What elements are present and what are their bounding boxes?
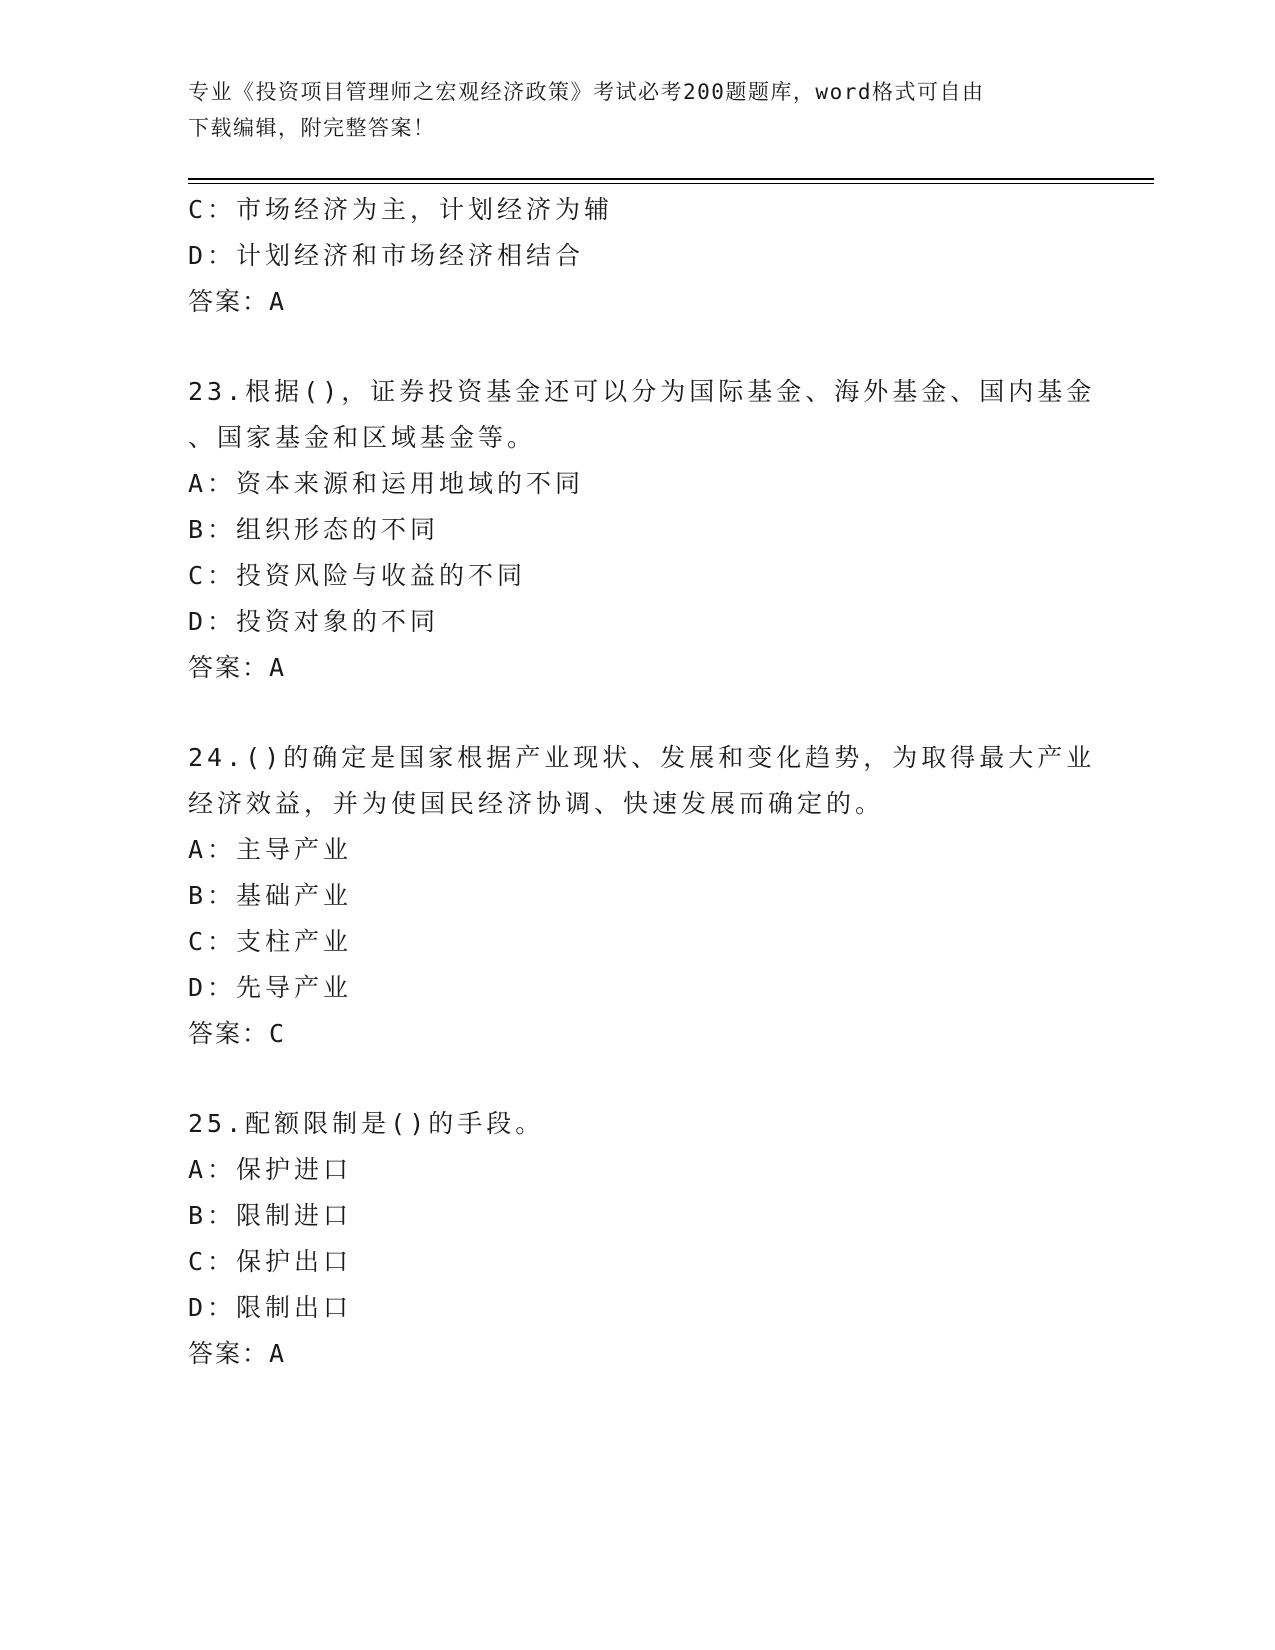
option-a: A：资本来源和运用地域的不同 bbox=[188, 469, 585, 498]
question-stem: 、国家基金和区域基金等。 bbox=[188, 423, 537, 452]
option-c: C：支柱产业 bbox=[188, 927, 353, 956]
header-line-2: 下载编辑，附完整答案！ bbox=[188, 116, 436, 140]
question-block-25 bbox=[188, 1101, 1088, 1377]
header-divider-thin bbox=[188, 183, 1154, 184]
option-d: D：限制出口 bbox=[188, 1293, 353, 1322]
question-block-23 bbox=[188, 369, 1096, 691]
answer-line: 答案：C bbox=[188, 1019, 287, 1048]
question-block-22 bbox=[188, 187, 1088, 325]
option-b: B：限制进口 bbox=[188, 1201, 353, 1230]
option-d: D：先导产业 bbox=[188, 973, 353, 1002]
option-b: B：基础产业 bbox=[188, 881, 353, 910]
option-c: C：市场经济为主，计划经济为辅 bbox=[188, 195, 614, 224]
option-c: C：保护出口 bbox=[188, 1247, 353, 1276]
spacer bbox=[188, 325, 1088, 369]
option-c: C：投资风险与收益的不同 bbox=[188, 561, 527, 590]
question-stem: 25.配额限制是()的手段。 bbox=[188, 1109, 545, 1138]
answer-line: 答案：A bbox=[188, 653, 287, 682]
document-body bbox=[188, 187, 1096, 1377]
option-b: B：组织形态的不同 bbox=[188, 515, 440, 544]
question-block-24 bbox=[188, 735, 1096, 1057]
question-stem: 23.根据()，证券投资基金还可以分为国际基金、海外基金、国内基金 bbox=[188, 377, 1096, 406]
spacer bbox=[188, 691, 1088, 735]
answer-line: 答案：A bbox=[188, 287, 287, 316]
question-stem: 24.()的确定是国家根据产业现状、发展和变化趋势，为取得最大产业 bbox=[188, 743, 1096, 772]
option-d: D：计划经济和市场经济相结合 bbox=[188, 241, 585, 270]
answer-line: 答案：A bbox=[188, 1339, 287, 1368]
question-stem: 经济效益，并为使国民经济协调、快速发展而确定的。 bbox=[188, 789, 885, 818]
option-d: D：投资对象的不同 bbox=[188, 607, 440, 636]
document-header bbox=[188, 74, 1068, 146]
header-divider-thick bbox=[188, 178, 1154, 180]
option-a: A：主导产业 bbox=[188, 835, 353, 864]
spacer bbox=[188, 1057, 1088, 1101]
option-a: A：保护进口 bbox=[188, 1155, 353, 1184]
header-line-1: 专业《投资项目管理师之宏观经济政策》考试必考200题题库，word格式可自由 bbox=[188, 80, 985, 104]
